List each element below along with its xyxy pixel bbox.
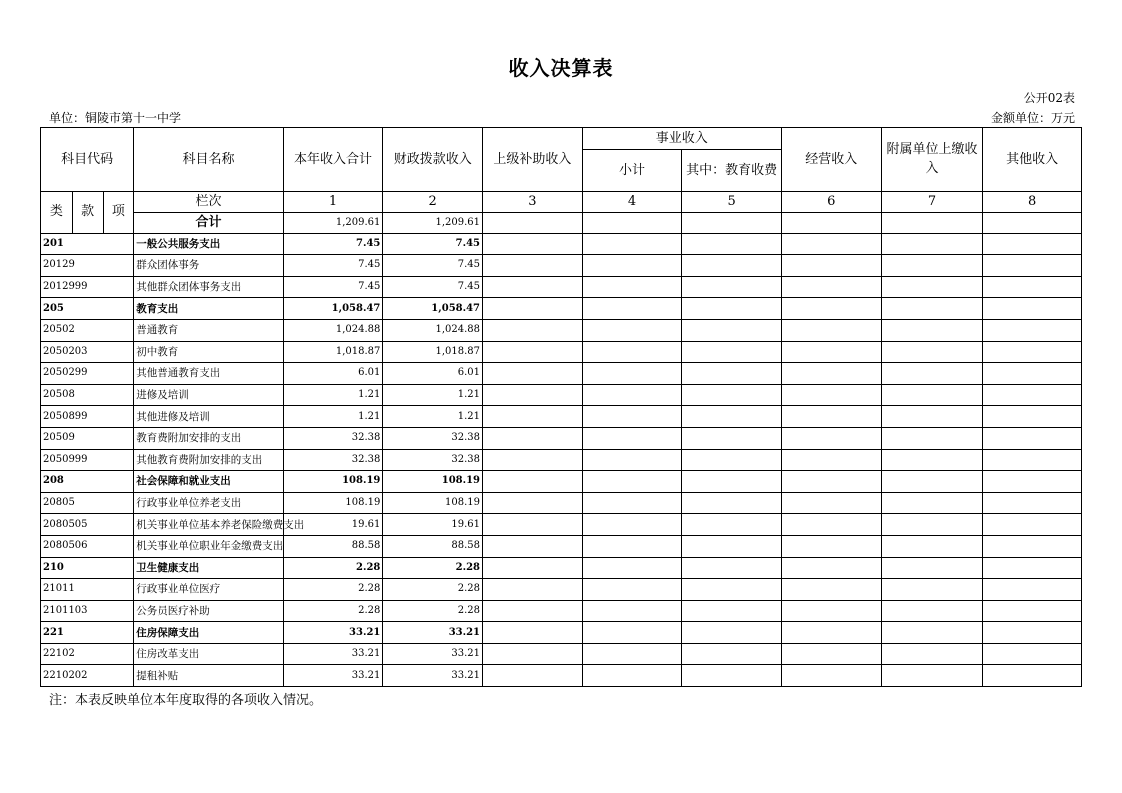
empty-cell — [483, 363, 583, 385]
row-name: 进修及培训 — [134, 384, 283, 406]
empty-cell — [781, 298, 881, 320]
empty-cell — [983, 643, 1082, 665]
empty-cell — [781, 579, 881, 601]
row-total-income: 1.21 — [283, 406, 383, 428]
empty-cell — [582, 427, 682, 449]
row-code: 2080505 — [41, 514, 134, 536]
empty-cell — [881, 319, 983, 341]
row-total-income: 88.58 — [283, 535, 383, 557]
total-label: 合计 — [134, 212, 283, 233]
total-income-value: 1,209.61 — [283, 212, 383, 233]
empty-cell — [682, 233, 782, 255]
empty-cell — [781, 449, 881, 471]
table-row — [41, 427, 1082, 449]
empty-cell — [682, 471, 782, 493]
empty-cell — [983, 276, 1082, 298]
empty-cell — [881, 276, 983, 298]
empty-cell — [983, 622, 1082, 644]
row-code: 20509 — [41, 427, 134, 449]
form-number: 公开02表 — [1023, 91, 1075, 105]
row-fiscal: 7.45 — [383, 276, 483, 298]
empty-cell — [881, 363, 983, 385]
row-total-income: 7.45 — [283, 255, 383, 277]
row-name: 一般公共服务支出 — [134, 233, 283, 255]
page-title: 收入决算表 — [508, 56, 614, 80]
table-row — [41, 643, 1082, 665]
row-total-income: 32.38 — [283, 427, 383, 449]
header-operating: 经营收入 — [781, 128, 881, 192]
empty-cell — [983, 427, 1082, 449]
empty-cell — [483, 233, 583, 255]
empty-cell — [483, 212, 583, 233]
header-lei: 类 — [41, 191, 73, 233]
table-row — [41, 319, 1082, 341]
empty-cell — [983, 471, 1082, 493]
empty-cell — [483, 319, 583, 341]
empty-cell — [781, 622, 881, 644]
empty-cell — [483, 622, 583, 644]
empty-cell — [781, 643, 881, 665]
row-fiscal: 6.01 — [383, 363, 483, 385]
header-subtotal: 小计 — [582, 149, 682, 191]
row-fiscal: 33.21 — [383, 622, 483, 644]
empty-cell — [582, 665, 682, 687]
empty-cell — [781, 255, 881, 277]
row-total-income: 7.45 — [283, 233, 383, 255]
row-fiscal: 1.21 — [383, 384, 483, 406]
total-row — [41, 212, 1082, 233]
row-name: 其他进修及培训 — [134, 406, 283, 428]
empty-cell — [682, 557, 782, 579]
row-fiscal: 108.19 — [383, 471, 483, 493]
row-total-income: 32.38 — [283, 449, 383, 471]
row-fiscal: 33.21 — [383, 643, 483, 665]
empty-cell — [682, 427, 782, 449]
empty-cell — [881, 492, 983, 514]
header-xiang: 项 — [103, 191, 134, 233]
table-row — [41, 233, 1082, 255]
empty-cell — [682, 341, 782, 363]
empty-cell — [582, 298, 682, 320]
empty-cell — [483, 341, 583, 363]
row-name: 行政事业单位养老支出 — [134, 492, 283, 514]
empty-cell — [781, 492, 881, 514]
empty-cell — [781, 212, 881, 233]
empty-cell — [483, 600, 583, 622]
header-code: 科目代码 — [41, 128, 134, 192]
row-fiscal: 33.21 — [383, 665, 483, 687]
empty-cell — [881, 514, 983, 536]
unit-label: 单位：铜陵市第十一中学 — [49, 111, 182, 125]
row-code: 22102 — [41, 643, 134, 665]
table-row — [41, 600, 1082, 622]
table-row — [41, 492, 1082, 514]
column-number: 2 — [383, 191, 483, 212]
row-code: 2080506 — [41, 535, 134, 557]
row-fiscal: 7.45 — [383, 255, 483, 277]
empty-cell — [582, 276, 682, 298]
row-code: 20508 — [41, 384, 134, 406]
row-fiscal: 32.38 — [383, 427, 483, 449]
empty-cell — [781, 363, 881, 385]
empty-cell — [881, 427, 983, 449]
row-code: 2210202 — [41, 665, 134, 687]
row-fiscal: 19.61 — [383, 514, 483, 536]
row-fiscal: 2.28 — [383, 557, 483, 579]
row-fiscal: 32.38 — [383, 449, 483, 471]
row-name: 普通教育 — [134, 319, 283, 341]
empty-cell — [483, 643, 583, 665]
row-total-income: 33.21 — [283, 643, 383, 665]
empty-cell — [781, 384, 881, 406]
empty-cell — [483, 427, 583, 449]
column-number: 4 — [582, 191, 682, 212]
row-total-income: 1,058.47 — [283, 298, 383, 320]
row-name: 提租补贴 — [134, 665, 283, 687]
row-total-income: 1.21 — [283, 384, 383, 406]
empty-cell — [781, 233, 881, 255]
empty-cell — [983, 449, 1082, 471]
empty-cell — [781, 471, 881, 493]
row-code: 201 — [41, 233, 134, 255]
header-name: 科目名称 — [134, 128, 283, 192]
row-code: 2012999 — [41, 276, 134, 298]
empty-cell — [983, 492, 1082, 514]
empty-cell — [781, 427, 881, 449]
empty-cell — [983, 298, 1082, 320]
empty-cell — [682, 276, 782, 298]
empty-cell — [582, 514, 682, 536]
empty-cell — [983, 341, 1082, 363]
empty-cell — [682, 622, 782, 644]
row-name: 卫生健康支出 — [134, 557, 283, 579]
empty-cell — [983, 514, 1082, 536]
empty-cell — [682, 449, 782, 471]
header-upper-subsidy: 上级补助收入 — [483, 128, 583, 192]
empty-cell — [881, 298, 983, 320]
row-fiscal: 1.21 — [383, 406, 483, 428]
empty-cell — [682, 514, 782, 536]
empty-cell — [582, 449, 682, 471]
table-row — [41, 535, 1082, 557]
header-fiscal: 财政拨款收入 — [383, 128, 483, 192]
empty-cell — [582, 535, 682, 557]
empty-cell — [582, 363, 682, 385]
empty-cell — [582, 406, 682, 428]
table-row — [41, 298, 1082, 320]
row-total-income: 108.19 — [283, 492, 383, 514]
empty-cell — [781, 276, 881, 298]
column-number: 3 — [483, 191, 583, 212]
empty-cell — [582, 492, 682, 514]
empty-cell — [682, 319, 782, 341]
header-other: 其他收入 — [983, 128, 1082, 192]
income-report-table — [40, 127, 1082, 687]
row-code: 21011 — [41, 579, 134, 601]
row-fiscal: 1,018.87 — [383, 341, 483, 363]
row-code: 2050203 — [41, 341, 134, 363]
empty-cell — [582, 579, 682, 601]
row-fiscal: 1,058.47 — [383, 298, 483, 320]
row-code: 210 — [41, 557, 134, 579]
row-total-income: 33.21 — [283, 622, 383, 644]
row-total-income: 108.19 — [283, 471, 383, 493]
row-code: 20502 — [41, 319, 134, 341]
empty-cell — [781, 319, 881, 341]
empty-cell — [781, 341, 881, 363]
empty-cell — [983, 665, 1082, 687]
row-name: 其他普通教育支出 — [134, 363, 283, 385]
empty-cell — [682, 255, 782, 277]
row-fiscal: 2.28 — [383, 600, 483, 622]
empty-cell — [983, 384, 1082, 406]
table-row — [41, 276, 1082, 298]
row-code: 20129 — [41, 255, 134, 277]
empty-cell — [582, 643, 682, 665]
empty-cell — [983, 600, 1082, 622]
row-code: 2101103 — [41, 600, 134, 622]
empty-cell — [781, 406, 881, 428]
empty-cell — [582, 471, 682, 493]
empty-cell — [881, 600, 983, 622]
column-number: 8 — [983, 191, 1082, 212]
empty-cell — [983, 212, 1082, 233]
row-total-income: 1,024.88 — [283, 319, 383, 341]
empty-cell — [983, 233, 1082, 255]
empty-cell — [682, 492, 782, 514]
empty-cell — [582, 319, 682, 341]
empty-cell — [983, 363, 1082, 385]
table-row — [41, 622, 1082, 644]
empty-cell — [983, 557, 1082, 579]
row-name: 行政事业单位医疗 — [134, 579, 283, 601]
empty-cell — [881, 622, 983, 644]
row-name: 社会保障和就业支出 — [134, 471, 283, 493]
empty-cell — [881, 212, 983, 233]
table-row — [41, 449, 1082, 471]
row-name: 教育支出 — [134, 298, 283, 320]
empty-cell — [582, 384, 682, 406]
empty-cell — [582, 557, 682, 579]
empty-cell — [682, 212, 782, 233]
row-name: 公务员医疗补助 — [134, 600, 283, 622]
row-total-income: 2.28 — [283, 557, 383, 579]
row-total-income: 19.61 — [283, 514, 383, 536]
empty-cell — [582, 341, 682, 363]
empty-cell — [881, 384, 983, 406]
empty-cell — [881, 341, 983, 363]
empty-cell — [582, 233, 682, 255]
empty-cell — [483, 276, 583, 298]
empty-cell — [881, 406, 983, 428]
total-fiscal-value: 1,209.61 — [383, 212, 483, 233]
row-fiscal: 108.19 — [383, 492, 483, 514]
column-number: 7 — [881, 191, 983, 212]
empty-cell — [781, 535, 881, 557]
row-code: 205 — [41, 298, 134, 320]
header-column-label: 栏次 — [134, 191, 283, 212]
empty-cell — [983, 535, 1082, 557]
header-affiliated: 附属单位上缴收入 — [881, 128, 983, 192]
table-row — [41, 557, 1082, 579]
table-row — [41, 471, 1082, 493]
table-row — [41, 384, 1082, 406]
table-row — [41, 665, 1082, 687]
table-row — [41, 579, 1082, 601]
row-name: 初中教育 — [134, 341, 283, 363]
empty-cell — [682, 298, 782, 320]
empty-cell — [881, 557, 983, 579]
column-number: 1 — [283, 191, 383, 212]
row-code: 208 — [41, 471, 134, 493]
empty-cell — [781, 600, 881, 622]
table-row — [41, 255, 1082, 277]
row-name: 住房改革支出 — [134, 643, 283, 665]
empty-cell — [483, 298, 583, 320]
empty-cell — [483, 665, 583, 687]
empty-cell — [881, 449, 983, 471]
row-name: 机关事业单位职业年金缴费支出 — [134, 535, 283, 557]
row-code: 2050899 — [41, 406, 134, 428]
empty-cell — [881, 535, 983, 557]
empty-cell — [781, 514, 881, 536]
row-name: 教育费附加安排的支出 — [134, 427, 283, 449]
empty-cell — [983, 255, 1082, 277]
column-number: 6 — [781, 191, 881, 212]
row-fiscal: 88.58 — [383, 535, 483, 557]
column-number: 5 — [682, 191, 782, 212]
empty-cell — [483, 384, 583, 406]
empty-cell — [582, 255, 682, 277]
row-total-income: 6.01 — [283, 363, 383, 385]
empty-cell — [881, 255, 983, 277]
row-fiscal: 1,024.88 — [383, 319, 483, 341]
row-total-income: 2.28 — [283, 579, 383, 601]
empty-cell — [983, 319, 1082, 341]
empty-cell — [582, 622, 682, 644]
row-total-income: 33.21 — [283, 665, 383, 687]
row-name: 其他教育费附加安排的支出 — [134, 449, 283, 471]
empty-cell — [881, 665, 983, 687]
row-name: 其他群众团体事务支出 — [134, 276, 283, 298]
table-row — [41, 341, 1082, 363]
row-code: 2050999 — [41, 449, 134, 471]
empty-cell — [682, 406, 782, 428]
empty-cell — [483, 255, 583, 277]
table-row — [41, 363, 1082, 385]
empty-cell — [682, 535, 782, 557]
empty-cell — [682, 384, 782, 406]
empty-cell — [781, 557, 881, 579]
row-fiscal: 2.28 — [383, 579, 483, 601]
row-code: 2050299 — [41, 363, 134, 385]
row-code: 221 — [41, 622, 134, 644]
row-name: 住房保障支出 — [134, 622, 283, 644]
row-name: 机关事业单位基本养老保险缴费支出 — [134, 514, 283, 536]
empty-cell — [682, 579, 782, 601]
empty-cell — [881, 579, 983, 601]
row-total-income: 2.28 — [283, 600, 383, 622]
empty-cell — [483, 535, 583, 557]
empty-cell — [682, 363, 782, 385]
empty-cell — [483, 449, 583, 471]
row-total-income: 7.45 — [283, 276, 383, 298]
row-fiscal: 7.45 — [383, 233, 483, 255]
empty-cell — [483, 492, 583, 514]
empty-cell — [881, 471, 983, 493]
row-total-income: 1,018.87 — [283, 341, 383, 363]
empty-cell — [582, 212, 682, 233]
empty-cell — [582, 600, 682, 622]
row-code: 20805 — [41, 492, 134, 514]
empty-cell — [682, 665, 782, 687]
table-row — [41, 406, 1082, 428]
empty-cell — [881, 233, 983, 255]
empty-cell — [483, 406, 583, 428]
empty-cell — [483, 557, 583, 579]
empty-cell — [881, 643, 983, 665]
empty-cell — [682, 600, 782, 622]
row-name: 群众团体事务 — [134, 255, 283, 277]
empty-cell — [983, 579, 1082, 601]
header-kuan: 款 — [72, 191, 103, 233]
money-unit-label: 金额单位：万元 — [990, 111, 1075, 125]
header-edu-fee: 其中：教育收费 — [682, 149, 782, 191]
empty-cell — [483, 471, 583, 493]
footnote: 注：本表反映单位本年度取得的各项收入情况。 — [49, 693, 323, 708]
table-row — [41, 514, 1082, 536]
empty-cell — [483, 514, 583, 536]
empty-cell — [682, 643, 782, 665]
empty-cell — [781, 665, 881, 687]
empty-cell — [983, 406, 1082, 428]
empty-cell — [483, 579, 583, 601]
header-business: 事业收入 — [582, 128, 781, 150]
header-total-income: 本年收入合计 — [283, 128, 383, 192]
